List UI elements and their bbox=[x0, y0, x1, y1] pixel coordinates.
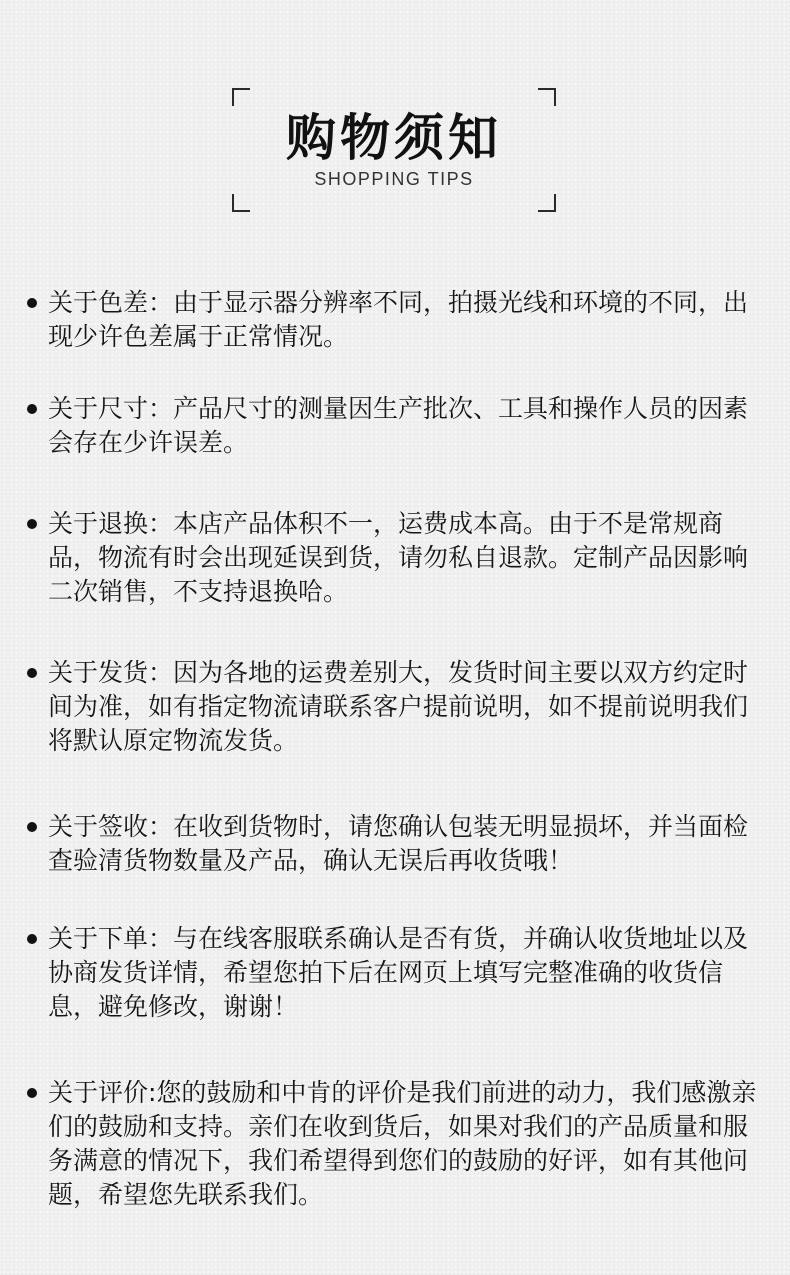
bullet-icon bbox=[27, 404, 37, 414]
bullet-icon bbox=[27, 298, 37, 308]
tip-reviews bbox=[24, 1076, 764, 1212]
bullet-icon bbox=[27, 668, 37, 678]
tip-text: 关于下单：与在线客服联系确认是否有货，并确认收货地址以及协商发货详情，希望您拍下后在网页上填写完整准确的收货信息，避免修改，谢谢！ bbox=[48, 924, 749, 1021]
tip-text: 关于评价:您的鼓励和中肯的评价是我们前进的动力，我们感激亲们的鼓励和支持。亲们在收到货后，如果对我们的产品质量和服务满意的情况下，我们希望得到您们的鼓励的好评，如有其他问题，希望您先联系我们。 bbox=[48, 1078, 757, 1209]
tip-shipping bbox=[24, 656, 764, 758]
tip-ordering bbox=[24, 922, 764, 1024]
tip-text: 关于发货：因为各地的运费差别大，发货时间主要以双方约定时间为准，如有指定物流请联系客户提前说明，如不提前说明我们将默认原定物流发货。 bbox=[48, 658, 749, 755]
tip-size bbox=[24, 392, 764, 460]
bullet-icon bbox=[27, 1088, 37, 1098]
tip-text: 关于色差：由于显示器分辨率不同，拍摄光线和环境的不同，出现少许色差属于正常情况。 bbox=[48, 288, 749, 351]
tip-receipt bbox=[24, 810, 764, 878]
tip-returns bbox=[24, 507, 764, 609]
page-subtitle: SHOPPING TIPS bbox=[314, 169, 474, 189]
tip-text: 关于尺寸：产品尺寸的测量因生产批次、工具和操作人员的因素会存在少许误差。 bbox=[48, 394, 749, 457]
bullet-icon bbox=[27, 519, 37, 529]
page-title: 购物须知 bbox=[286, 109, 502, 167]
tip-text: 关于签收：在收到货物时，请您确认包装无明显损坏，并当面检查验清货物数量及产品，确认无误后再收货哦！ bbox=[48, 812, 749, 875]
tip-text: 关于退换：本店产品体积不一，运费成本高。由于不是常规商品，物流有时会出现延误到货，请勿私自退款。定制产品因影响二次销售，不支持退换哈。 bbox=[48, 509, 749, 606]
bullet-icon bbox=[27, 934, 37, 944]
tip-color-difference bbox=[24, 286, 764, 354]
bullet-icon bbox=[27, 822, 37, 832]
